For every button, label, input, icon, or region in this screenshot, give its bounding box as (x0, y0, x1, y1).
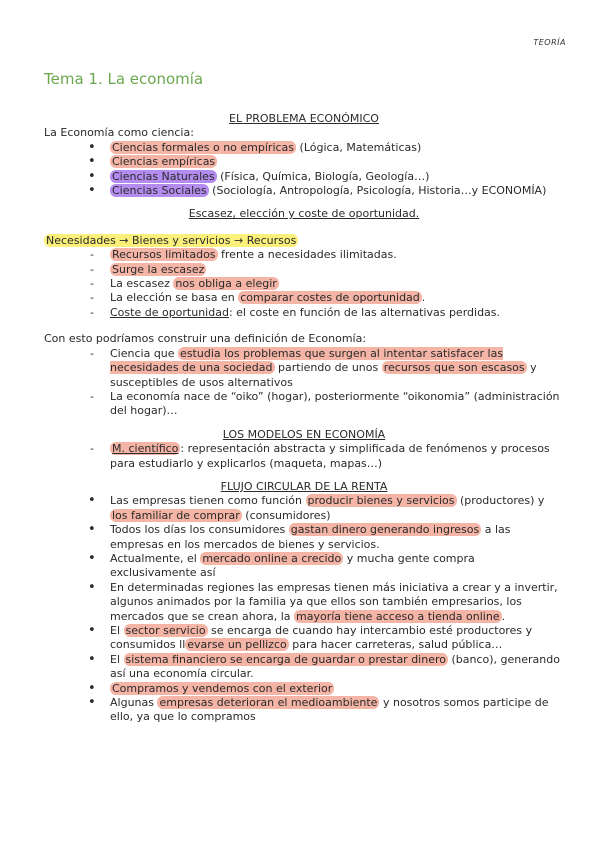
list-item: • Ciencias Naturales (Física, Química, Biología, Geología…) (44, 170, 564, 184)
list-item: - La economía nace de “oiko” (hogar), posteriormente “oikonomia” (administración del hogar)… (44, 390, 564, 419)
list-item: • Ciencias empíricas (44, 155, 564, 169)
list-item: • El sistema financiero se encarga de guardar o prestar dinero (banco), generando así una economía circular. (44, 653, 564, 682)
flujo-list (44, 494, 564, 725)
list-item: • Ciencias formales o no empíricas (Lógica, Matemáticas) (44, 141, 564, 155)
list-item: - Surge la escasez (44, 263, 564, 277)
escasez-list (44, 248, 564, 320)
definicion-list (44, 347, 564, 419)
list-item: • En determinadas regiones las empresas tienen más iniciativa a crear y a invertir, algunos animados por la familia ya que ellos son también empresarios, los mercados que se crean ahora, la mayoría tiene acceso a tienda online . (44, 581, 564, 624)
list-item: • El sector servicio se encarga de cuando hay intercambio esté productores y consumidos ll evarse un pellizco para hacer carreteras, salud pública… (44, 624, 564, 653)
list-item: - La elección se basa en comparar costes de oportunidad . (44, 291, 564, 305)
list-item: - La escasez nos obliga a elegir (44, 277, 564, 291)
header-tag: TEORÍA (533, 38, 566, 47)
list-item: • Las empresas tienen como función producir bienes y servicios (productores) y los familiar de comprar (consumidores) (44, 494, 564, 523)
intro-definicion: Con esto podríamos construir una definición de Economía: (44, 332, 367, 346)
list-item: - Ciencia que estudia los problemas que surgen al intentar satisfacer las necesidades de una sociedad partiendo de unos recursos que son escasos y susceptibles de usos alternativos (44, 347, 564, 390)
heading-escasez: Escasez, elección y coste de oportunidad. (188, 207, 420, 221)
needs-chain: Necesidades → Bienes y servicios → Recursos (46, 233, 297, 247)
list-item: • Algunas empresas deterioran el medioambiente y nosotros somos participe de ello, ya que lo compramos (44, 696, 564, 725)
page-title: Tema 1. La economía (44, 70, 204, 88)
ciencias-list (44, 141, 564, 199)
list-item: - M. científico : representación abstracta y simplificada de fenómenos y procesos para estudiarlo y explicarlos (maqueta, mapas…) (44, 442, 564, 471)
list-item: - Coste de oportunidad: el coste en función de las alternativas perdidas. (44, 306, 564, 320)
list-item: • Todos los días los consumidores gastan dinero generando ingresos a las empresas en los mercados de bienes y servicios. (44, 523, 564, 552)
modelos-list (44, 442, 564, 471)
heading-problema-economico: EL PROBLEMA ECONÓMICO (229, 112, 379, 125)
list-item: • Ciencias Sociales (Sociología, Antropología, Psicología, Historia…y ECONOMÍA) (44, 184, 564, 198)
heading-flujo: FLUJO CIRCULAR DE LA RENTA (220, 479, 388, 493)
notes-body (44, 112, 564, 725)
list-item: • Compramos y vendemos con el exterior (44, 682, 564, 696)
list-item: - Recursos limitados frente a necesidades ilimitadas. (44, 248, 564, 262)
list-item: • Actualmente, el mercado online a crecido y mucha gente compra exclusivamente así (44, 552, 564, 581)
heading-modelos: LOS MODELOS EN ECONOMÍA (222, 427, 386, 441)
intro-ciencia: La Economía como ciencia: (44, 126, 194, 140)
